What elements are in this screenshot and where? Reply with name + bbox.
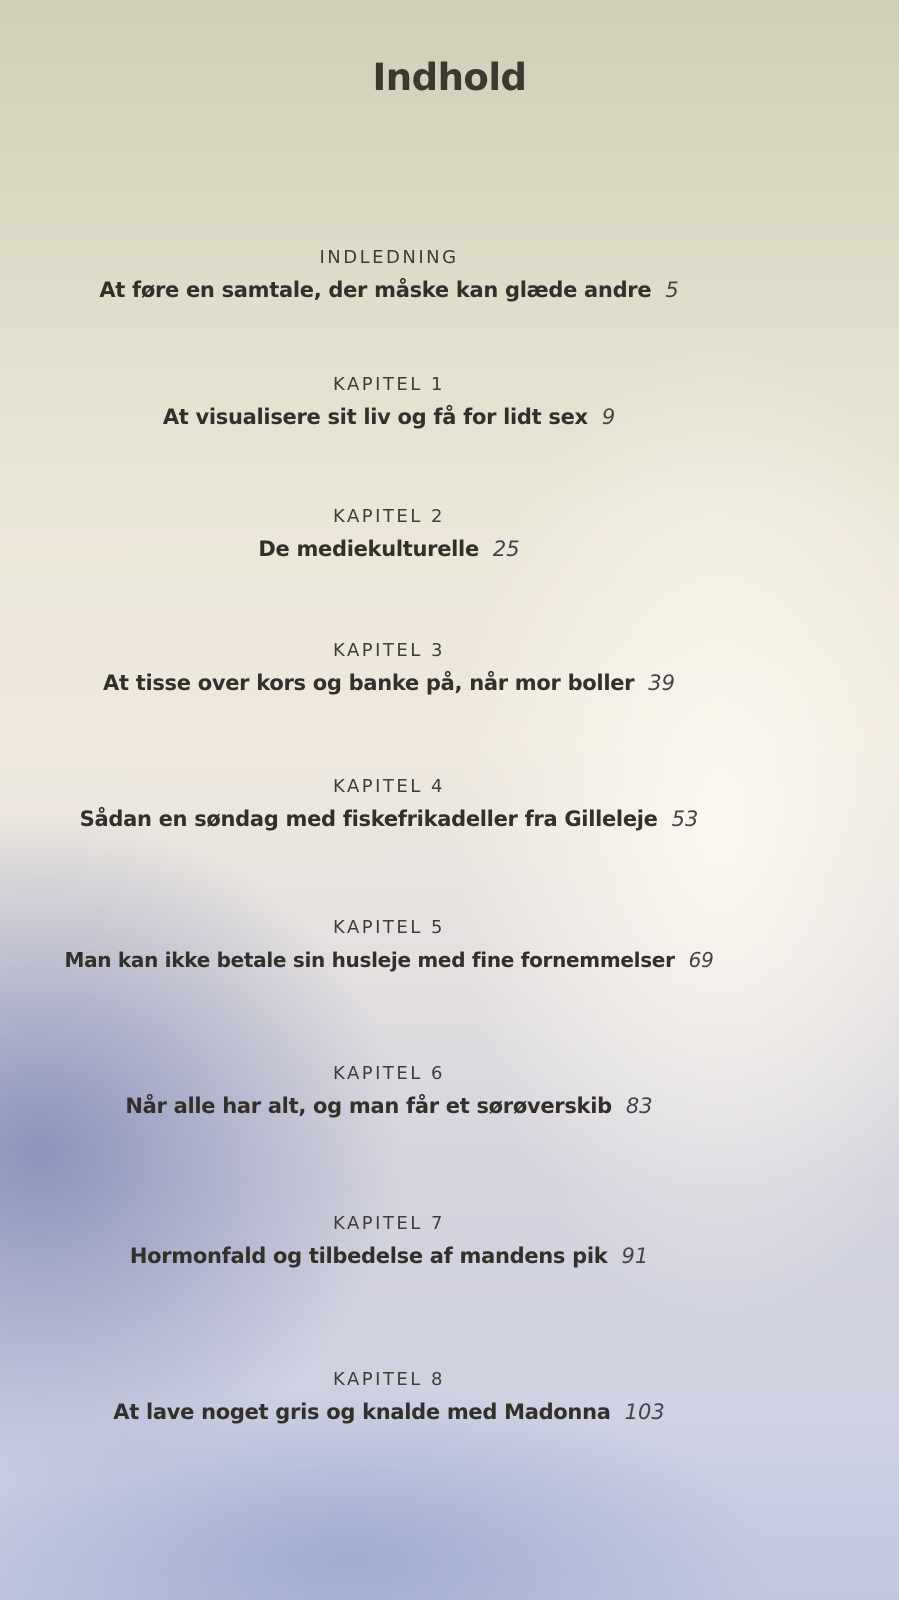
page-number: 39 — [648, 671, 675, 695]
page-number: 103 — [624, 1400, 665, 1424]
page-number: 83 — [625, 1094, 653, 1118]
page-number: 9 — [601, 405, 616, 429]
chapter-title: Hormonfald og tilbedelse af mandens pik — [129, 1244, 608, 1268]
chapter-title: At visualisere sit liv og få for lidt sex — [162, 405, 588, 429]
toc-entry-chapter-2 — [0, 506, 778, 561]
chapter-title: Når alle har alt, og man får et sørøverskib — [125, 1094, 612, 1118]
chapter-label: KAPITEL 1 — [332, 374, 446, 395]
chapter-label: KAPITEL 3 — [332, 640, 446, 661]
toc-entry-chapter-1 — [0, 374, 778, 429]
page-number: 5 — [665, 278, 679, 302]
chapter-label: KAPITEL 6 — [332, 1063, 446, 1084]
toc-entry-chapter-3 — [0, 640, 778, 695]
toc-entry-chapter-4 — [0, 776, 778, 831]
toc-entry-chapter-6 — [0, 1063, 778, 1118]
section-label: INDLEDNING — [319, 247, 459, 268]
toc-entry-introduction — [0, 247, 778, 302]
chapter-title: Man kan ikke betale sin husleje med fine fornemmelser — [64, 948, 675, 972]
chapter-label: KAPITEL 7 — [332, 1213, 446, 1234]
page-number: 91 — [621, 1244, 649, 1268]
chapter-label: KAPITEL 8 — [332, 1369, 446, 1390]
chapter-label: KAPITEL 5 — [332, 917, 446, 938]
chapter-title: Sådan en søndag med fiskefrikadeller fra Gilleleje — [79, 807, 658, 831]
chapter-title: At tisse over kors og banke på, når mor boller — [103, 671, 635, 695]
page-number: 53 — [671, 807, 699, 831]
toc-entry-chapter-8 — [0, 1369, 778, 1424]
toc-entry-chapter-7 — [0, 1213, 778, 1268]
chapter-label: KAPITEL 2 — [332, 506, 446, 527]
section-title: At føre en samtale, der måske kan glæde andre — [99, 278, 652, 302]
chapter-title: At lave noget gris og knalde med Madonna — [113, 1400, 611, 1424]
chapter-label: KAPITEL 4 — [332, 776, 446, 797]
page-number: 25 — [492, 537, 520, 561]
page-number: 69 — [688, 948, 714, 972]
toc-entry-chapter-5 — [0, 917, 778, 972]
page-title: Indhold — [372, 56, 527, 99]
chapter-title: De mediekulturelle — [258, 537, 479, 561]
